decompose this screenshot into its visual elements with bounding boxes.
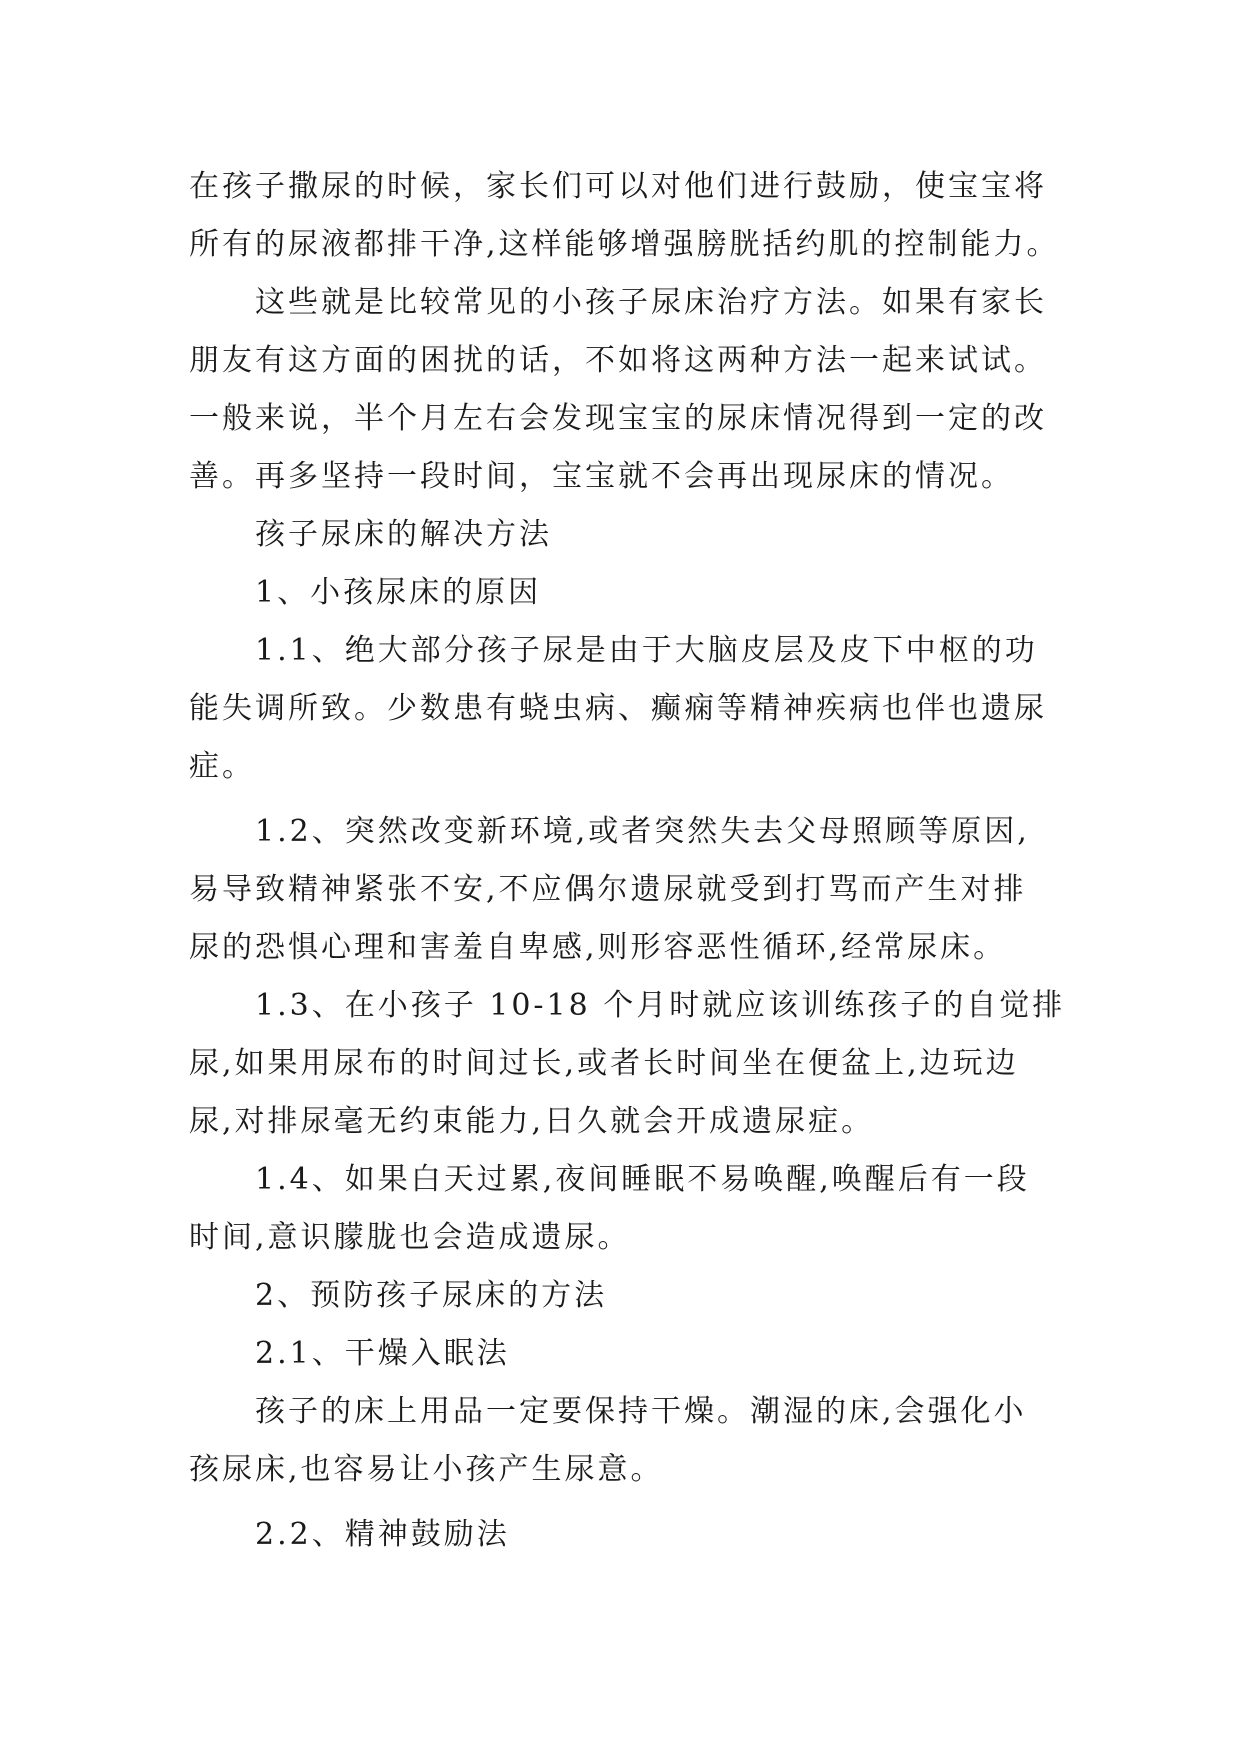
text-line: 朋友有这方面的困扰的话，不如将这两种方法一起来试试。 [189,343,1047,378]
text-line: 1.2、突然改变新环境,或者突然失去父母照顾等原因, [255,814,1030,849]
text-line: 1.3、在小孩子 10-18 个月时就应该训练孩子的自觉排 [255,988,1066,1023]
text-line: 在孩子撒尿的时候，家长们可以对他们进行鼓励，使宝宝将 [189,169,1047,204]
text-line: 尿,对排尿毫无约束能力,日久就会开成遗尿症。 [189,1104,875,1139]
text-line: 1.4、如果白天过累,夜间睡眠不易唤醒,唤醒后有一段 [255,1162,1030,1197]
text-line: 善。再多坚持一段时间，宝宝就不会再出现尿床的情况。 [189,459,1014,494]
section-heading: 1、小孩尿床的原因 [255,575,542,610]
text-line: 时间,意识朦胧也会造成遗尿。 [189,1220,631,1255]
section-heading: 2.2、精神鼓励法 [255,1517,510,1552]
text-line: 尿的恐惧心理和害羞自卑感,则形容恶性循环,经常尿床。 [189,930,1007,965]
section-heading: 2、预防孩子尿床的方法 [255,1278,608,1313]
document-body [189,158,1069,1564]
text-line: 尿,如果用尿布的时间过长,或者长时间坐在便盆上,边玩边 [189,1046,1019,1081]
text-line: 能失调所致。少数患有蛲虫病、癫痫等精神疾病也伴也遗尿 [189,691,1047,726]
text-line: 所有的尿液都排干净,这样能够增强膀胱括约肌的控制能力。 [189,227,1060,262]
text-line: 孩尿床,也容易让小孩产生尿意。 [189,1452,664,1487]
section-heading: 孩子尿床的解决方法 [255,517,552,552]
section-heading: 2.1、干燥入眠法 [255,1336,510,1371]
text-line: 孩子的床上用品一定要保持干燥。潮湿的床,会强化小 [255,1394,1027,1429]
text-line: 1.1、绝大部分孩子尿是由于大脑皮层及皮下中枢的功 [255,633,1038,668]
paragraph-gap [189,1499,1069,1506]
text-line: 症。 [189,749,255,784]
text-line: 易导致精神紧张不安,不应偶尔遗尿就受到打骂而产生对排 [189,872,1027,907]
text-line: 这些就是比较常见的小孩子尿床治疗方法。如果有家长 [255,285,1047,320]
paragraph-gap [189,796,1069,803]
text-line: 一般来说，半个月左右会发现宝宝的尿床情况得到一定的改 [189,401,1047,436]
